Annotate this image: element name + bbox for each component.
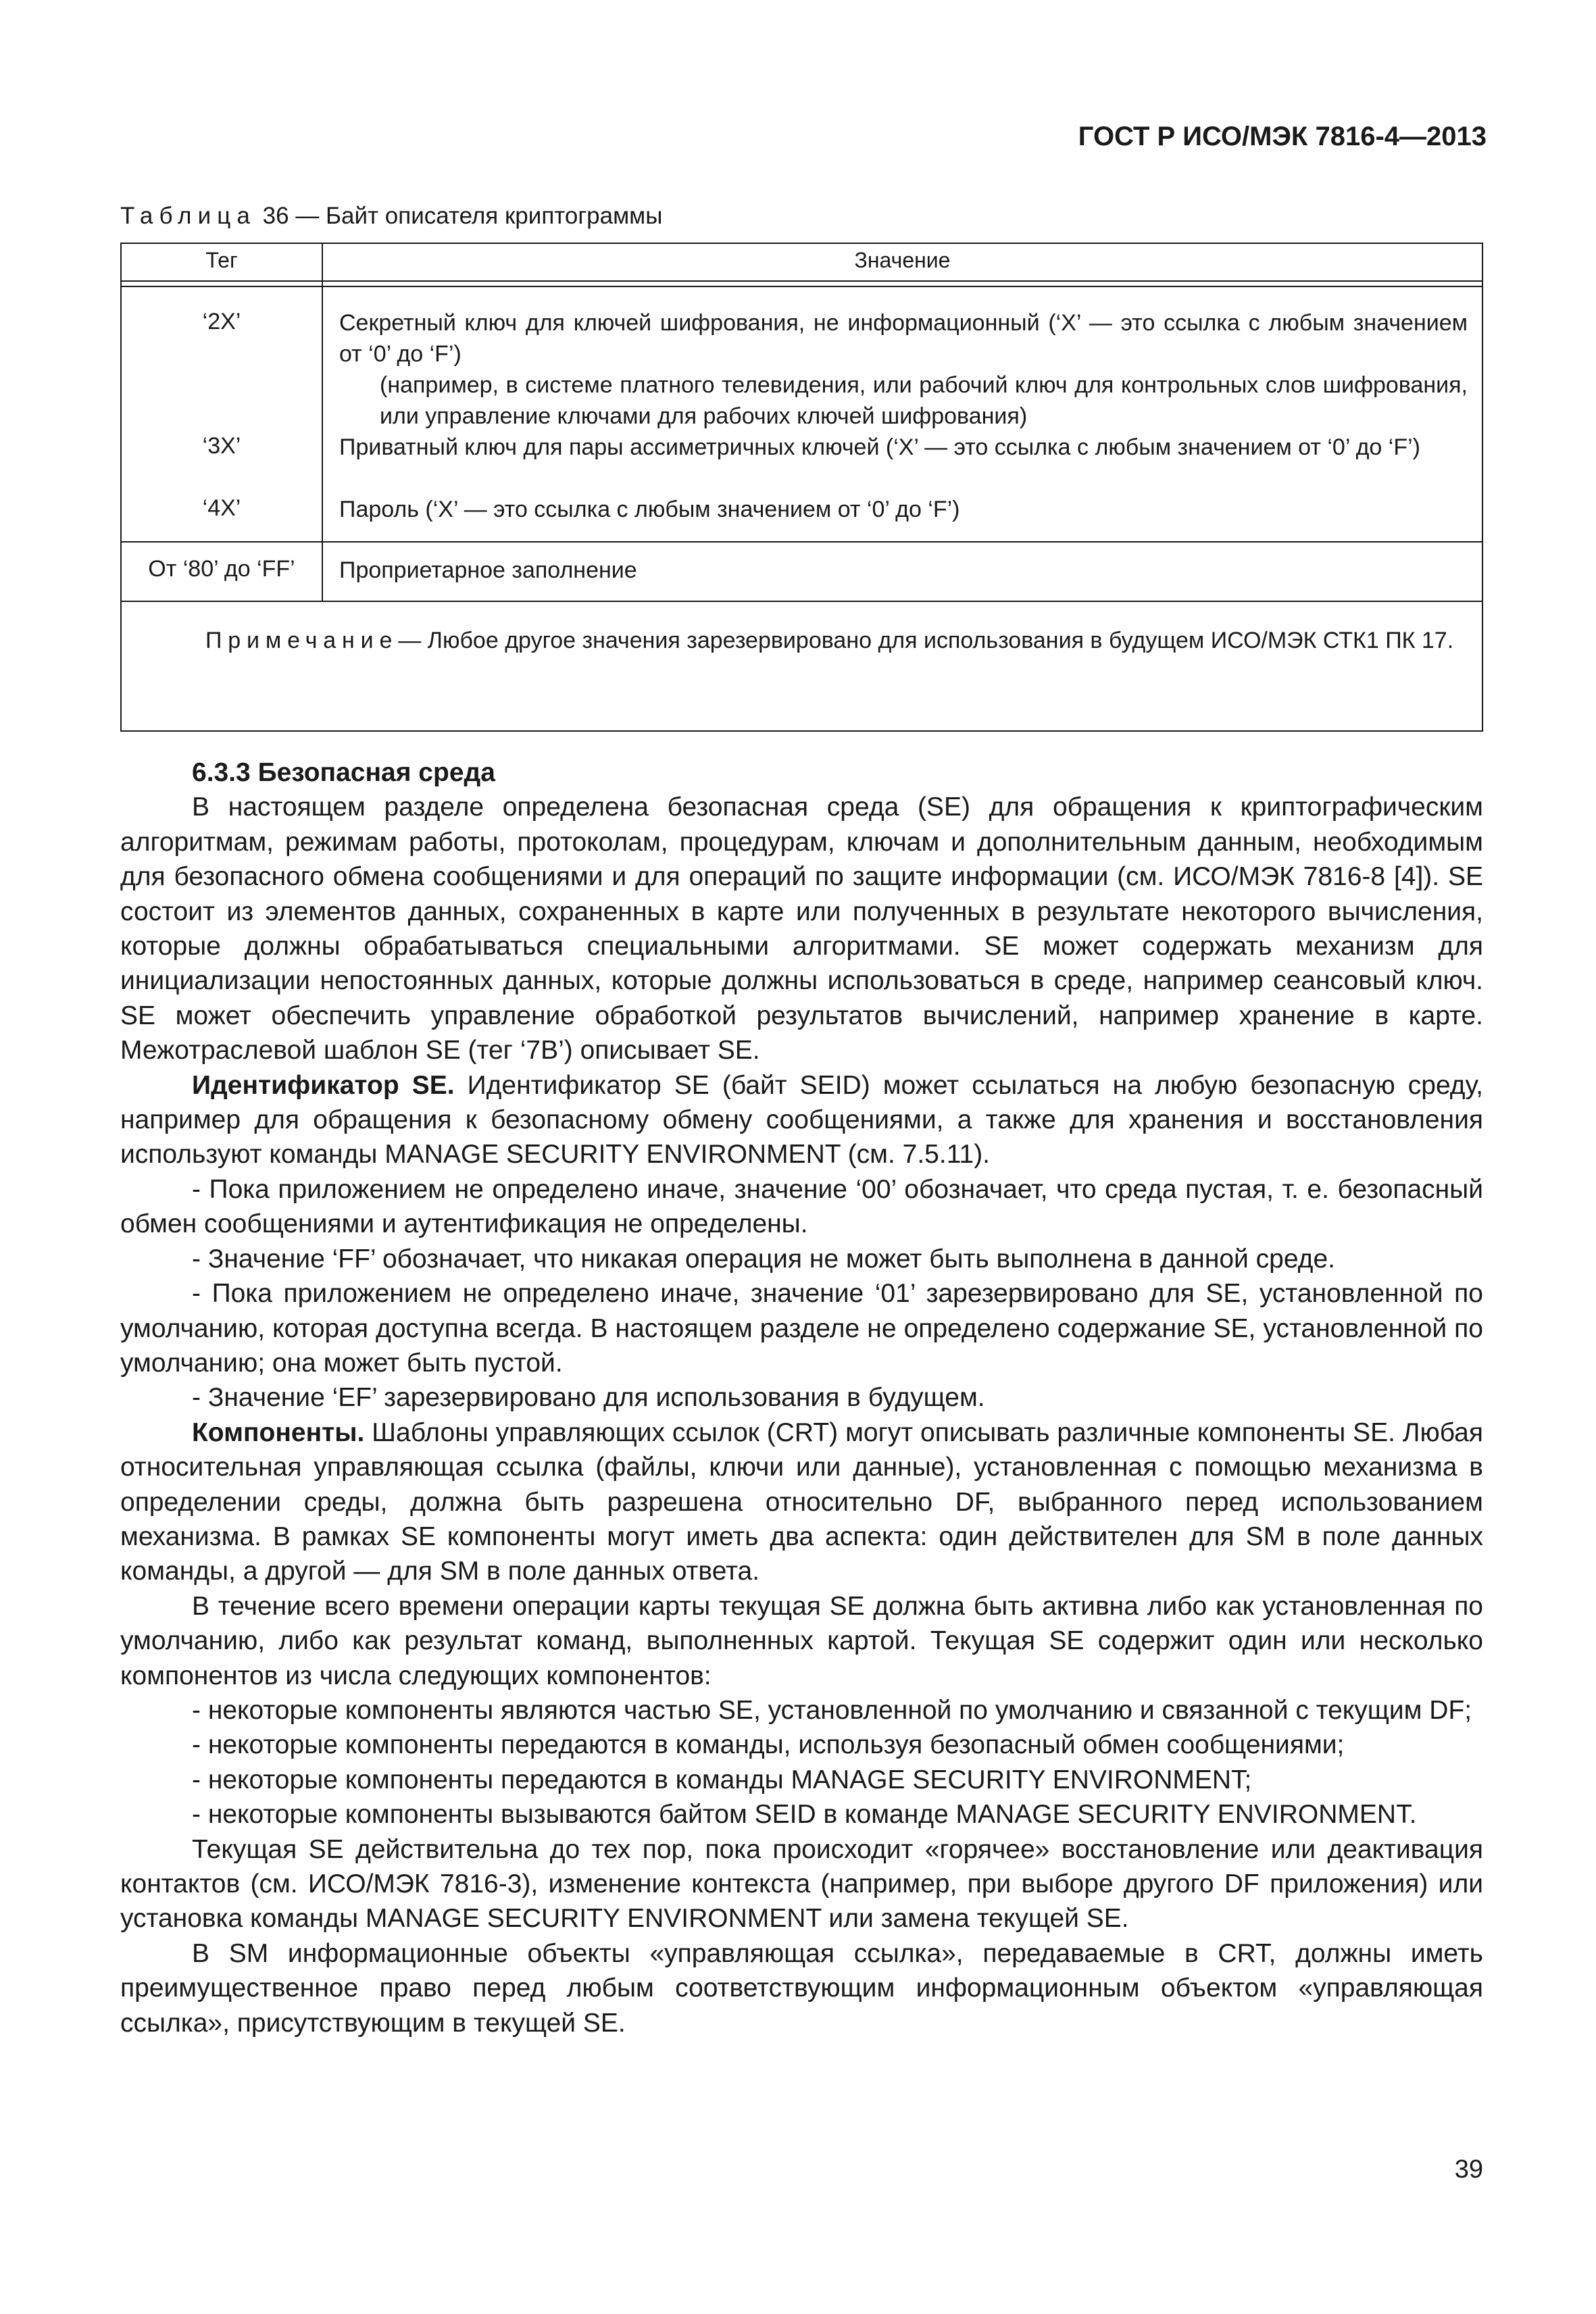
paragraph-12: - некоторые компоненты вызываются байтом SEID в команде MANAGE SECURITY ENVIRONMENT. — [192, 1800, 1417, 1830]
row-value-2x: Секретный ключ для ключей шифрования, не информационный (‘X’ — это ссылка с любым значением от ‘0’ до ‘F’) — [339, 310, 1468, 367]
column-header-tag: Тег — [205, 248, 238, 272]
paragraph-7-text: Шаблоны управляющих ссылок (CRT) могут описывать различные компоненты SE. Любая относительная управляющая ссылка (файлы, ключи или данные), установленная с помощью механизма в определении среды, должна быть разрешена относительно DF, выбранного перед использованием механизма. В рамках SE компоненты могут иметь два аспекта: один действителен для SM в поле данных команды, а другой — для SM в поле данных ответа. — [120, 1417, 1483, 1586]
paragraph-14: В SM информационные объекты «управляющая ссылка», передаваемые в CRT, должны иметь преимущественное право перед любым соответствующим информационным объектом «управляющая ссылка», присутствующим в текущей SE. — [120, 1938, 1483, 2038]
header-rule-2 — [122, 286, 1482, 287]
section-body — [120, 755, 1483, 2040]
row-tag-3x: ‘3X’ — [202, 433, 241, 459]
note-rule — [122, 601, 1482, 602]
column-divider — [322, 244, 323, 602]
descriptor-table — [120, 243, 1483, 732]
paragraph-7 — [120, 1415, 1483, 1589]
paragraph-10: - некоторые компоненты передаются в команды, используя безопасный обмен сообщениями; — [192, 1730, 1345, 1760]
header-rule-1 — [122, 280, 1482, 282]
table-note — [134, 625, 1468, 656]
row-value-80-ff: Проприетарное заполнение — [339, 557, 637, 583]
row-tag-4x: ‘4X’ — [202, 495, 241, 521]
paragraph-9: - некоторые компоненты являются частью SE, установленной по умолчанию и связанной с текущим DF; — [192, 1695, 1472, 1725]
table-caption-word: Таблица — [120, 203, 256, 229]
row-tag-2x: ‘2X’ — [202, 309, 241, 334]
document-header: ГОСТ Р ИСО/МЭК 7816-4—2013 — [1078, 122, 1487, 151]
paragraph-11: - некоторые компоненты передаются в команды MANAGE SECURITY ENVIRONMENT; — [192, 1765, 1252, 1794]
row-value-2x-sub: (например, в системе платного телевидения, или рабочий ключ для контрольных слов шифрования, или управление ключами для рабочих ключей шифрования) — [380, 372, 1468, 429]
paragraph-4: - Значение ‘FF’ обозначает, что никакая операция не может быть выполнена в данной среде. — [192, 1244, 1335, 1274]
section-title: 6.3.3 Безопасная среда — [192, 758, 495, 787]
row-rule — [122, 541, 1482, 543]
paragraph-5: - Пока приложением не определено иначе, значение ‘01’ зарезервировано для SE, установленной по умолчанию, которая доступна всегда. В настоящем разделе не определено содержание SE, установленной по умолчанию; она может быть пустой. — [120, 1279, 1483, 1378]
row-value-3x: Приватный ключ для пары ассиметричных ключей (‘X’ — это ссылка с любым значением от ‘0’ до ‘F’) — [339, 434, 1420, 460]
paragraph-13: Текущая SE действительна до тех пор, пока происходит «горячее» восстановление или деактивация контактов (см. ИСО/МЭК 7816-3), изменение контекста (например, при выборе другого DF приложения) или установка команды MANAGE SECURITY ENVIRONMENT или замена текущей SE. — [120, 1834, 1483, 1934]
paragraph-2 — [120, 1068, 1483, 1172]
paragraph-1: В настоящем разделе определена безопасная среда (SE) для обращения к криптографическим алгоритмам, режимам работы, протоколам, процедурам, ключам и дополнительным данным, необходимым для безопасного обмена сообщениями и для операций по защите информации (см. ИСО/МЭК 7816-8 [4]). SE состоит из элементов данных, сохраненных в карте или полученных в результате некоторого вычисления, которые должны обрабатываться специальными алгоритмами. SE может содержать механизм для инициализации непостоянных данных, которые должны использоваться в среде, например сеансовый ключ. SE может обеспечить управление обработкой результатов вычислений, например хранение в карте. Межотраслевой шаблон SE (тег ‘7B’) описывает SE. — [120, 793, 1483, 1065]
row-tag-80-ff: От ‘80’ до ‘FF’ — [148, 556, 295, 582]
column-header-value: Значение — [854, 248, 951, 272]
note-text: — Любое другое значения зарезервировано для использования в будущем ИСО/МЭК СТК1 ПК 17. — [398, 628, 1454, 653]
row-value-4x: Пароль (‘X’ — это ссылка с любым значением от ‘0’ до ‘F’) — [339, 497, 960, 522]
page-number: 39 — [1454, 2155, 1483, 2184]
paragraph-3: - Пока приложением не определено иначе, значение ‘00’ обозначает, что среда пустая, т. е. безопасный обмен сообщениями и аутентификация не определены. — [120, 1174, 1483, 1239]
table-caption — [120, 203, 662, 230]
paragraph-2-text: Идентификатор SE (байт SEID) может ссылаться на любую безопасную среду, например для обращения к безопасному обмену сообщениями, а также для хранения и восстановления используют команды MANAGE SECURITY ENVIRONMENT (см. 7.5.11). — [120, 1070, 1483, 1169]
paragraph-6: - Значение ‘EF’ зарезервировано для использования в будущем. — [192, 1383, 985, 1413]
paragraph-8: В течение всего времени операции карты текущая SE должна быть активна либо как установленная по умолчанию, либо как результат команд, выполненных картой. Текущая SE содержит один или несколько компонентов из числа следующих компонентов: — [120, 1591, 1483, 1690]
paragraph-2-lead: Идентификатор SE. — [192, 1070, 455, 1100]
table-caption-title: 36 — Байт описателя криптограммы — [255, 203, 663, 229]
paragraph-7-lead: Компоненты. — [192, 1417, 365, 1447]
note-label: Примечание — [205, 628, 399, 653]
